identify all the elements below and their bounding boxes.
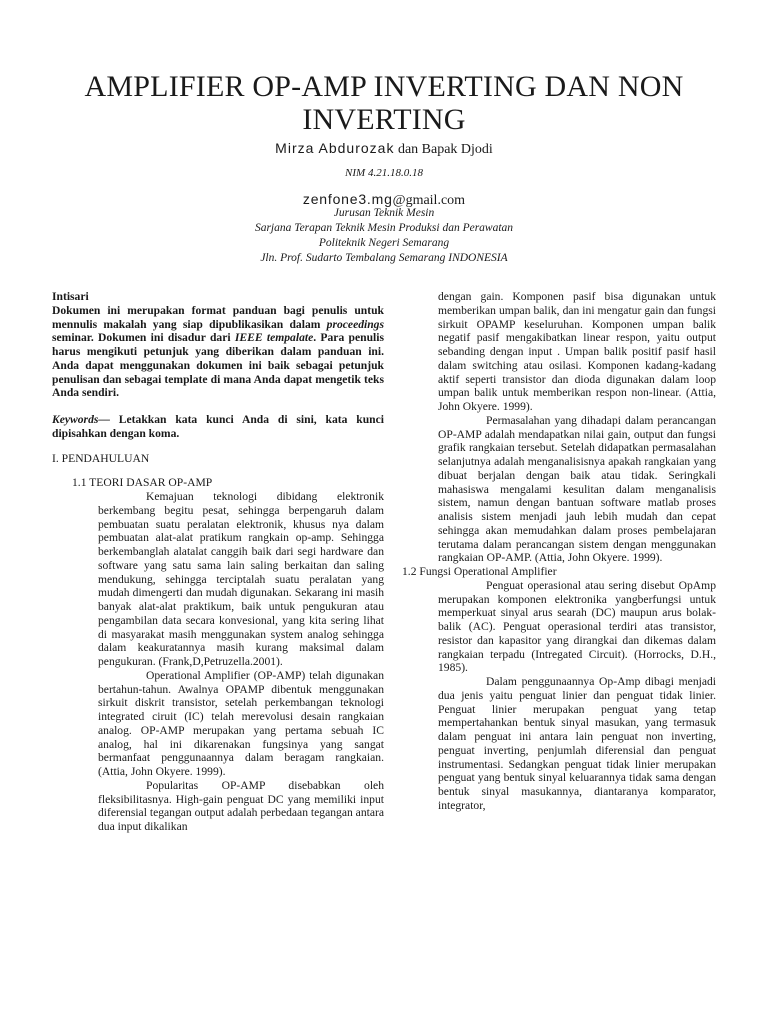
section-heading: I. PENDAHULUAN (52, 451, 150, 465)
email-user: zenfone3.mg (302, 191, 393, 207)
subsection-heading: 1.1 TEORI DASAR OP-AMP (72, 476, 213, 490)
student-id: NIM 4.21.18.0.18 (345, 167, 423, 179)
paragraph: Penguat operasional atau sering disebut OpAmp merupakan komponen elektronika yangberfungsi untuk memperkuat sinyal arus searah (DC) maupun arus bolak-balik (AC). Penguat operasional terdiri atas transistor, resistor dan kapasitor yang dirangkai dan dikemas dalam rangkaian terpadu (Intregated Circuit). (Horrocks, D.H., 1985). (438, 578, 716, 675)
affiliation-line: Jln. Prof. Sudarto Tembalang Semarang INDONESIA (260, 252, 508, 264)
affiliation-line: Politeknik Negeri Semarang (318, 237, 450, 249)
keywords-text: Letakkan kata kunci Anda di sini, kata kunci dipisahkan dengan koma. (52, 413, 384, 440)
abstract-text (52, 304, 384, 400)
subsection-heading: 1.2 Fungsi Operational Amplifier (402, 565, 557, 578)
keywords (52, 413, 384, 441)
left-column (52, 290, 384, 834)
abstract-heading: Intisari (52, 290, 89, 303)
paragraph: Dalam penggunaannya Op-Amp dibagi menjadi dua jenis yaitu penguat linier dan penguat tidak linier. Penguat linier merupakan penguat yang tetap mempertahankan bentuk sinyal masukan, yang termasuk dalam penguat ini antara lain penguat non inverting, penguat inverting, penjumlah diferensial dan penguat instrumentasi. Sedangkan penguat tidak linier merupakan penguat yang bentuk sinyal keluarannya tidak sama dengan bentuk sinyal masukannya, diantaranya komparator, integrator, (438, 675, 716, 812)
abstract-text-part: Dokumen ini merupakan format panduan bagi penulis untuk mennulis makalah yang siap dipublikasikan dalam (52, 303, 384, 331)
abstract-emphasis: proceedings (326, 317, 384, 331)
paragraph: dengan gain. Komponen pasif bisa digunakan untuk memberikan umpan balik, dan ini mengatur gain dan fungsi sirkuit OPAMP keseluruhan. Komponen umpan balik negatif pasif mengakibatkan linear respon, yaitu output sebanding dengan input . Umpan balik positif pasif hasil dalam switching atau osilasi. Komponen kadang-kadang aktif seperti transistor dan dioda digunakan dalam loop umpan balik untuk memberikan respon non-linear. (Attia, John Okyere. 1999). (438, 290, 716, 413)
section-body (52, 490, 384, 834)
keywords-label: Keywords— (52, 413, 110, 426)
abstract-text-part: . Para penulis harus mengikuti petunjuk yang diberikan dalam panduan ini. Anda dapat menggunakan dokumen ini baik sebagai petunjuk penulisan dan sebagai template di mana Anda dapat mengetik teks Anda sendiri. (52, 331, 384, 400)
section-body (412, 290, 716, 565)
author-name: Mirza Abdurozak (275, 140, 395, 156)
paragraph: Kemajuan teknologi dibidang elektronik berkembang begitu pesat, sehingga berpengaruh dalam pembuatan suatu peralatan elektronik, khusus nya dalam pembuatan alat-alat pratikum rangkain op-amp. Sehingga berkembanglah alatalat canggih baik dari segi hardware dan software yang satu sama lain saling berkaitan dan saling mendukung, sehingga terciptalah suatu peralatan yang mudah dimengerti dan mudah digunakan. Sekarang ini masih banyak alat-alat praktikum, baik untuk pengukuran atau pengambilan data secara konvesional, yang kita sering lihat di masyarakat masih menggunakan system analog sehingga dalam keakuratannya masih kurang maksimal dalam pengukuran. (Frank,D,Petruzella.2001). (98, 490, 384, 668)
paragraph: Popularitas OP-AMP disebabkan oleh fleksibilitasnya. High-gain penguat DC yang memiliki input diferensial tegangan output adalah perbedaan tegangan antara dua input dikalikan (98, 778, 384, 833)
affiliation-line: Jurusan Teknik Mesin (333, 207, 435, 219)
author-connector: dan Bapak Djodi (394, 142, 493, 157)
email-domain: @gmail.com (392, 193, 466, 208)
section-body (412, 579, 716, 813)
affiliation-block (0, 206, 768, 266)
paper-title: AMPLIFIER OP-AMP INVERTING DAN NON INVERTING (84, 70, 684, 136)
affiliation-line: Sarjana Terapan Teknik Mesin Produksi dan Perawatan (254, 222, 514, 234)
right-column (402, 290, 716, 813)
abstract-emphasis: IEEE tempalate (234, 331, 314, 345)
author-line (0, 140, 768, 158)
abstract-text-part: seminar. Dokumen ini disadur dari (52, 331, 235, 345)
paragraph: Permasalahan yang dihadapi dalam perancangan OP-AMP adalah mendapatkan nilai gain, output dan fungsi grafik rangkaian tersebut. Setelah didapatkan permasalahan selanjutnya adalah menganalisisnya apakah rangkaian yang dibuat berjalan dengan baik atau tidak. Seringkali mahasiswa mengalami kesulitan dalam menganalisis sistem, namun dengan bantuan software matlab proses analisis sistem menjadi jauh lebih mudah dan cepat sehingga akan memudahkan dalam proses pembelajaran terutama dalam perancangan sistem dengan menggunakan rangkaian OP-AMP. (Attia, John Okyere. 1999). (438, 413, 716, 565)
paragraph: Operational Amplifier (OP-AMP) telah digunakan bertahun-tahun. Awalnya OPAMP dibentuk menggunakan sirkuit diskrit transistor, setelah perkembangan teknologi integrated ciruit (IC) telah merevolusi desain rangkaian analog. OP-AMP merupakan yang pertama sebuah IC analog, hal ini dikarenakan fungsinya yang sangat bermanfaat penggunaannya dalam beragam rangkaian. (Attia, John Okyere. 1999). (98, 668, 384, 778)
